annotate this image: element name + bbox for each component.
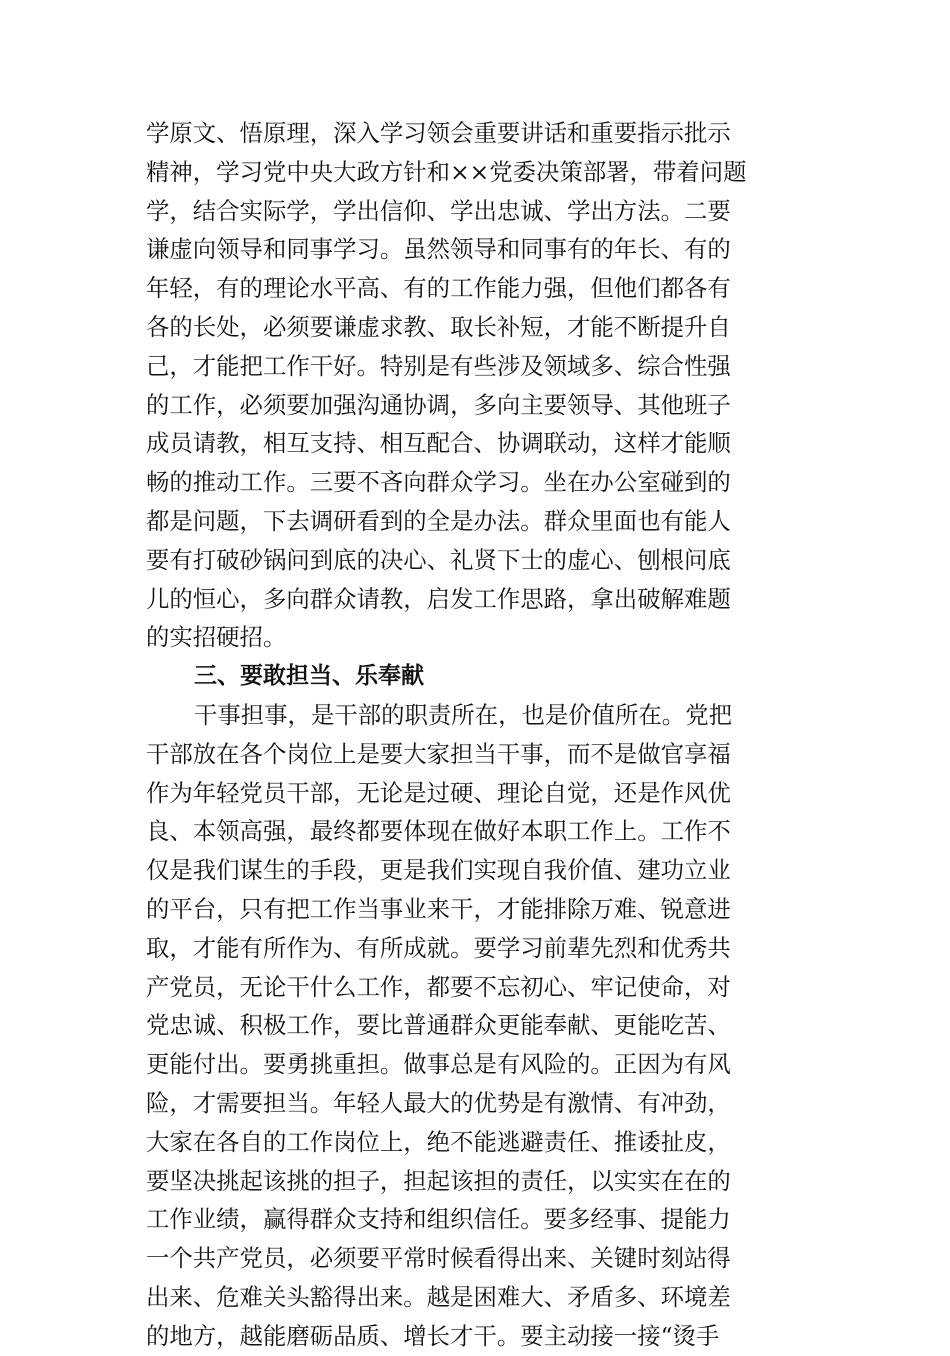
text-line: 己，才能把工作干好。特别是有些涉及领域多、综合性强 xyxy=(146,351,731,380)
text-line: 成员请教，相互支持、相互配合、协调联动，这样才能顺 xyxy=(146,429,731,458)
text-line: 党忠诚、积极工作，要比普通群众更能奉献、更能吃苦、 xyxy=(146,1011,731,1040)
text-line: 作为年轻党员干部，无论是过硬、理论自觉，还是作风优 xyxy=(146,778,731,807)
text-line: 的平台，只有把工作当事业来干，才能排除万难、锐意进 xyxy=(146,894,731,923)
paragraph-first-line: 干事担事，是干部的职责所在，也是价值所在。党把 xyxy=(194,700,732,729)
section-paragraph xyxy=(146,696,806,1356)
text-line: 一个共产党员，必须要平常时候看得出来、关键时刻站得 xyxy=(146,1244,731,1273)
text-line: 年轻，有的理论水平高、有的工作能力强，但他们都各有 xyxy=(146,274,731,303)
text-line: 学原文、悟原理，深入学习领会重要讲话和重要指示批示 xyxy=(146,119,731,147)
text-line: 更能付出。要勇挑重担。做事总是有风险的。正因为有风 xyxy=(146,1050,731,1079)
text-line: 工作业绩，赢得群众支持和组织信任。要多经事、提能力 xyxy=(146,1205,731,1234)
text-line: 大家在各自的工作岗位上，绝不能逃避责任、推诿扯皮， xyxy=(146,1127,731,1156)
document-body xyxy=(146,114,806,1356)
text-line: 要坚决挑起该挑的担子，担起该担的责任，以实实在在的 xyxy=(146,1166,731,1195)
text-line: 的工作，必须要加强沟通协调，多向主要领导、其他班子 xyxy=(146,390,731,419)
text-line: 干部放在各个岗位上是要大家担当干事，而不是做官享福 xyxy=(146,739,731,768)
section-heading: 三、要敢担当、乐奉献 xyxy=(194,663,424,690)
text-line: 的地方，越能磨砺品质、增长才干。要主动接一接“烫手 xyxy=(146,1321,720,1350)
text-line: 要有打破砂锅问到底的决心、礼贤下士的虚心、刨根问底 xyxy=(146,545,731,574)
text-line: 产党员，无论干什么工作，都要不忘初心、牢记使命，对 xyxy=(146,972,731,1001)
text-line: 取，才能有所作为、有所成就。要学习前辈先烈和优秀共 xyxy=(146,933,731,962)
text-line: 精神，学习党中央大政方针和××党委决策部署，带着问题 xyxy=(146,157,747,186)
text-line: 出来、危难关头豁得出来。越是困难大、矛盾多、环境差 xyxy=(146,1282,731,1311)
text-line: 仅是我们谋生的手段，更是我们实现自我价值、建功立业 xyxy=(146,856,731,885)
text-line: 各的长处，必须要谦虚求教、取长补短，才能不断提升自 xyxy=(146,312,731,341)
text-line: 畅的推动工作。三要不吝向群众学习。坐在办公室碰到的 xyxy=(146,468,731,497)
preceding-paragraph xyxy=(146,114,806,657)
text-line: 的实招硬招。 xyxy=(146,623,287,652)
text-line: 都是问题，下去调研看到的全是办法。群众里面也有能人 xyxy=(146,506,731,535)
text-line: 险，才需要担当。年轻人最大的优势是有激情、有冲劲， xyxy=(146,1088,731,1117)
text-line: 学，结合实际学，学出信仰、学出忠诚、学出方法。二要 xyxy=(146,196,731,225)
text-line: 良、本领高强，最终都要体现在做好本职工作上。工作不 xyxy=(146,817,731,846)
text-line: 儿的恒心，多向群众请教，启发工作思路，拿出破解难题 xyxy=(146,584,731,613)
text-line: 谦虚向领导和同事学习。虽然领导和同事有的年长、有的 xyxy=(146,235,731,264)
